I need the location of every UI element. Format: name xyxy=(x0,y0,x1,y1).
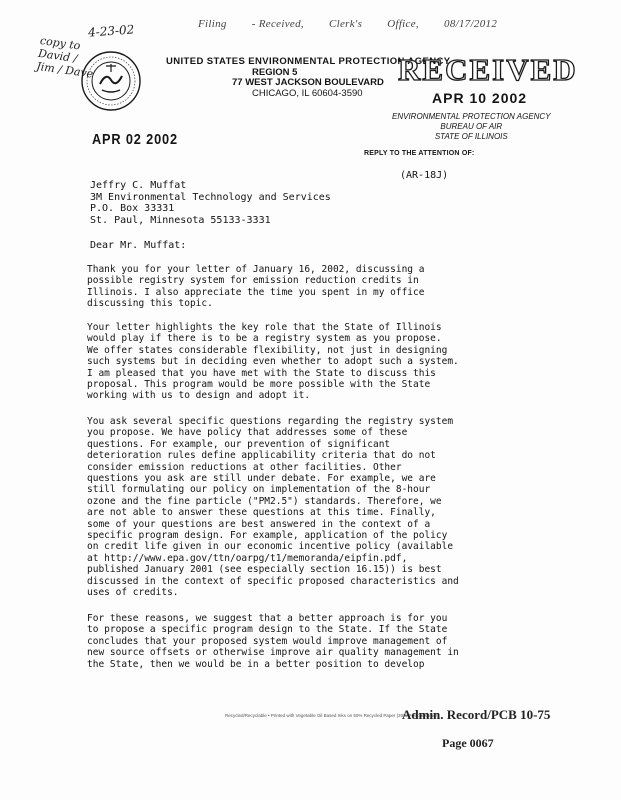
body-paragraph xyxy=(87,264,527,310)
paragraph-line: consider emission reductions at other facilities. Other xyxy=(87,461,402,473)
body-paragraph xyxy=(87,613,527,670)
letterhead-agency: UNITED STATES ENVIRONMENTAL PROTECTION AGENCY xyxy=(166,56,451,67)
paragraph-line: published January 2001 (see especially section 16.15)) is best xyxy=(87,564,442,576)
paragraph-line: For these reasons, we suggest that a better approach is for you xyxy=(87,613,448,624)
paragraph-line: would play if there is to be a registry system as you propose. xyxy=(87,333,442,345)
address-line: Jeffry C. Muffat xyxy=(90,180,187,191)
filing-clerks: Clerk's xyxy=(328,18,363,30)
body-paragraph xyxy=(87,322,527,402)
paragraph-line: to propose a specific program design to the State. If the State xyxy=(87,624,448,636)
filing-stamp xyxy=(198,18,519,30)
paragraph-line: are not able to answer these questions at this time. Finally, xyxy=(87,507,436,519)
received-stamp: RECEIVED xyxy=(398,52,578,87)
letterhead-city: CHICAGO, IL 60604-3590 xyxy=(252,88,363,99)
handwritten-routing-notes: copy to David / Jim / Dave xyxy=(35,34,95,81)
paragraph-line: discussing this topic. xyxy=(87,298,213,310)
paragraph-line: uses of credits. xyxy=(87,587,179,599)
stamp-agency-line: STATE OF ILLINOIS xyxy=(434,132,508,141)
paragraph-line: at http://www.epa.gov/ttn/oarpg/t1/memoranda/eipfin.pdf, xyxy=(87,552,408,564)
paragraph-line: proposal. This program would be more possible with the State xyxy=(87,379,431,391)
letterhead-street: 77 WEST JACKSON BOULEVARD xyxy=(232,77,384,88)
body-paragraph xyxy=(87,416,527,599)
paragraph-line: You ask several specific questions regarding the registry system xyxy=(87,416,454,427)
paragraph-line: specific program design. For example, application of the policy xyxy=(87,530,448,542)
paragraph-line: questions. For example, our prevention of significant xyxy=(87,438,391,450)
recipient-address xyxy=(90,180,331,226)
paragraph-line: questions you ask are still under debate. For example, we are xyxy=(87,473,436,485)
mail-date-stamp: APR 02 2002 xyxy=(92,131,178,148)
paragraph-line: concludes that your proposed system would improve management of xyxy=(87,635,448,647)
handwritten-date: 4-23-02 xyxy=(87,22,135,40)
reply-to-label: REPLY TO THE ATTENTION OF: xyxy=(364,150,475,157)
paragraph-line: We offer states considerable flexibility, not just in designing xyxy=(87,344,448,356)
filing-received: - Received, xyxy=(251,18,304,30)
recycled-paper-footer: Recycled/Recyclable • Printed with Vegetable Oil Based Inks on 50% Recycled Paper (20% Postconsumer) xyxy=(225,713,439,718)
salutation: Dear Mr. Muffat: xyxy=(90,240,187,251)
address-line: 3M Environmental Technology and Services xyxy=(90,191,331,203)
received-stamp-date: APR 10 2002 xyxy=(432,90,528,106)
paragraph-line: you propose. We have policy that addresses some of these xyxy=(87,427,408,439)
paragraph-line: still formulating our policy on implementation of the 8-hour xyxy=(87,484,431,496)
paragraph-line: possible registry system for emission reduction credits in xyxy=(87,275,419,287)
address-line: P.O. Box 33331 xyxy=(90,203,175,214)
paragraph-line: Thank you for your letter of January 16, 2002, discussing a xyxy=(87,264,425,275)
paragraph-line: some of your questions are best answered in the context of a xyxy=(87,518,431,530)
epa-seal-icon xyxy=(80,50,142,112)
paragraph-line: such systems but in deciding even whether to adopt such a system. xyxy=(87,356,459,368)
mail-code: (AR-18J) xyxy=(400,170,449,181)
received-stamp-agency xyxy=(392,112,551,142)
paragraph-line: Illinois. I also appreciate the time you spent in my office xyxy=(87,286,425,298)
filing-office: Office, xyxy=(387,18,419,30)
paragraph-line: deterioration rules define applicability criteria that do not xyxy=(87,450,436,462)
stamp-agency-line: BUREAU OF AIR xyxy=(440,122,503,131)
filing-date: 08/17/2012 xyxy=(444,18,498,30)
paragraph-line: I am pleased that you have met with the State to discuss this xyxy=(87,367,436,379)
paragraph-line: new source offsets or otherwise improve air quality management in xyxy=(87,647,459,659)
paragraph-line: Your letter highlights the key role that the State of Illinois xyxy=(87,322,442,333)
paragraph-line: working with us to design and adopt it. xyxy=(87,390,311,402)
filing-label: Filing xyxy=(198,18,227,30)
paragraph-line: on credit life given in our economic incentive policy (available xyxy=(87,541,454,553)
stamp-agency-line: ENVIRONMENTAL PROTECTION AGENCY xyxy=(392,112,551,121)
address-line: St. Paul, Minnesota 55133-3331 xyxy=(90,214,271,226)
paragraph-line: ozone and the fine particle ("PM2.5") standards. Therefore, we xyxy=(87,495,442,507)
admin-record-label: Admin. Record/PCB 10-75 xyxy=(402,707,551,722)
paragraph-line: the State, then we would be in a better position to develop xyxy=(87,658,425,670)
letterhead-region: REGION 5 xyxy=(252,67,298,78)
page-number: Page 0067 xyxy=(442,736,494,750)
paragraph-line: discussed in the context of specific proposed characteristics and xyxy=(87,575,459,587)
